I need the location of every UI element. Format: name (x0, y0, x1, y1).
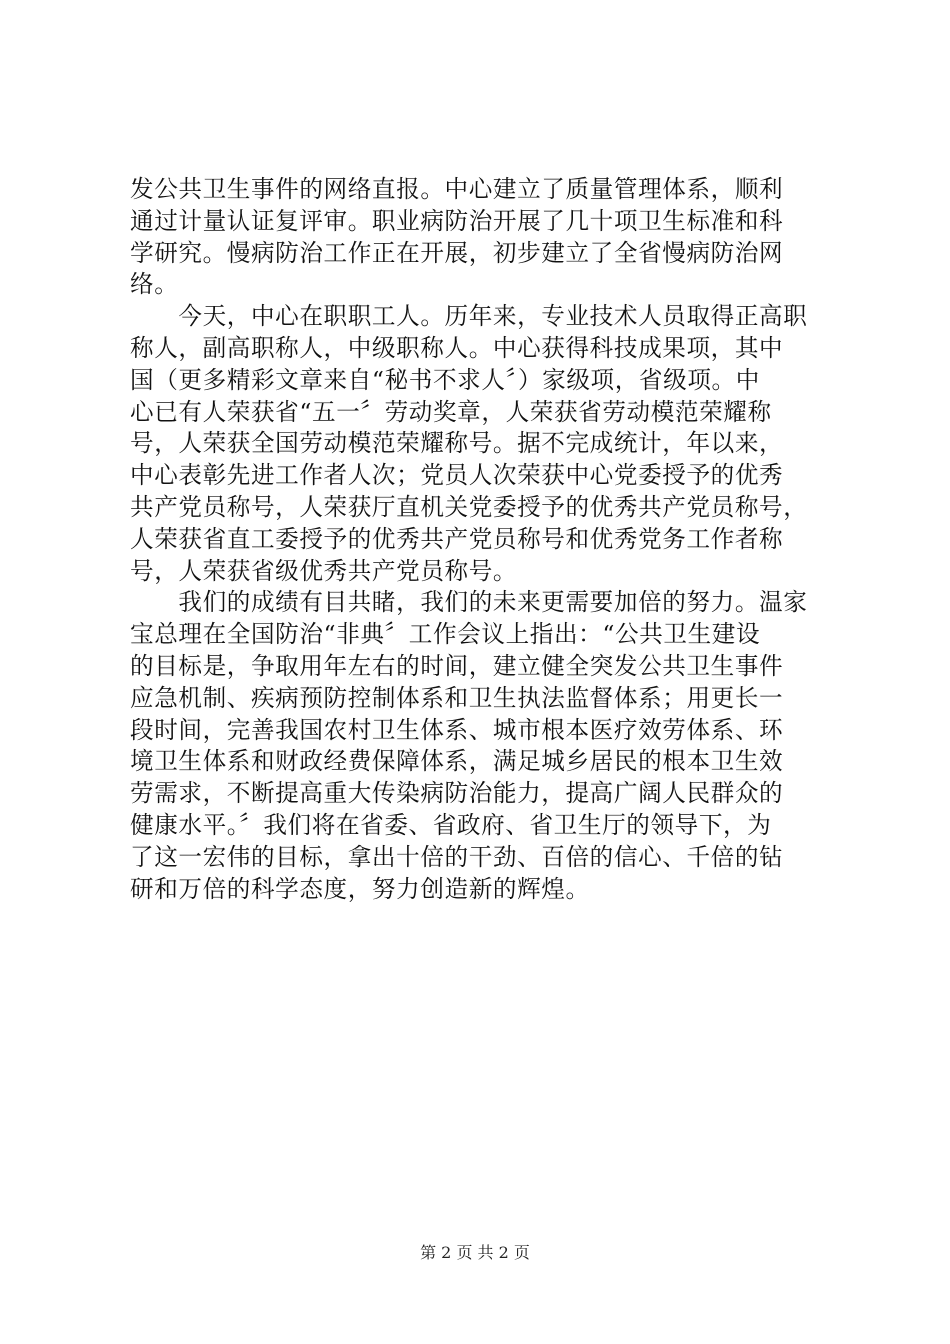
text-line: 络。 (130, 270, 179, 299)
text-line: 称人，副高职称人，中级职称人。中心获得科技成果项，其中 (130, 333, 784, 362)
page-footer: 第 2 页 共 2 页 (420, 1243, 530, 1262)
text-line: 了这一宏伟的目标，拿出十倍的干劲、百倍的信心、千倍的钻 (130, 842, 784, 871)
text-line: 发公共卫生事件的网络直报。中心建立了质量管理体系，顺利 (130, 175, 784, 203)
text-line: 段时间，完善我国农村卫生体系、城市根本医疗效劳体系、环 (130, 715, 784, 744)
text-line: 健康水平。〞我们将在省委、省政府、省卫生厅的领导下，为 (130, 810, 772, 839)
text-line: 境卫生体系和财政经费保障体系，满足城乡居民的根本卫生效 (130, 747, 784, 776)
text-line: 号，人荣获省级优秀共产党员称号。 (130, 556, 518, 585)
text-line: 人荣获省直工委授予的优秀共产党员称号和优秀党务工作者称 (130, 524, 784, 553)
text-line: 我们的成绩有目共睹，我们的未来更需要加倍的努力。温家 (130, 588, 808, 617)
text-line: 宝总理在全国防治“非典〞工作会议上指出：“公共卫生建设 (130, 620, 761, 649)
text-line: 心已有人荣获省“五一〞劳动奖章，人荣获省劳动模范荣耀称 (130, 397, 772, 426)
text-line: 应急机制、疾病预防控制体系和卫生执法监督体系；用更长一 (130, 683, 784, 712)
text-line: 研和万倍的科学态度，努力创造新的辉煌。 (130, 874, 590, 903)
text-line: 共产党员称号，人荣获厅直机关党委授予的优秀共产党员称号， (130, 492, 808, 521)
text-line: 今天，中心在职职工人。历年来，专业技术人员取得正高职 (130, 302, 808, 331)
text-line: 劳需求，不断提高重大传染病防治能力，提高广阔人民群众的 (130, 779, 784, 808)
text-line: 学研究。慢病防治工作正在开展，初步建立了全省慢病防治网 (130, 238, 784, 267)
document-body (130, 174, 840, 905)
text-line: 的目标是，争取用年左右的时间，建立健全突发公共卫生事件 (130, 651, 784, 680)
text-line: 通过计量认证复评审。职业病防治开展了几十项卫生标准和科 (130, 206, 784, 235)
text-line: 号，人荣获全国劳动模范荣耀称号。据不完成统计，年以来， (130, 429, 784, 458)
text-line: 中心表彰先进工作者人次；党员人次荣获中心党委授予的优秀 (130, 461, 784, 490)
text-line: 国（更多精彩文章来自“秘书不求人〞）家级项，省级项。中 (130, 365, 760, 394)
